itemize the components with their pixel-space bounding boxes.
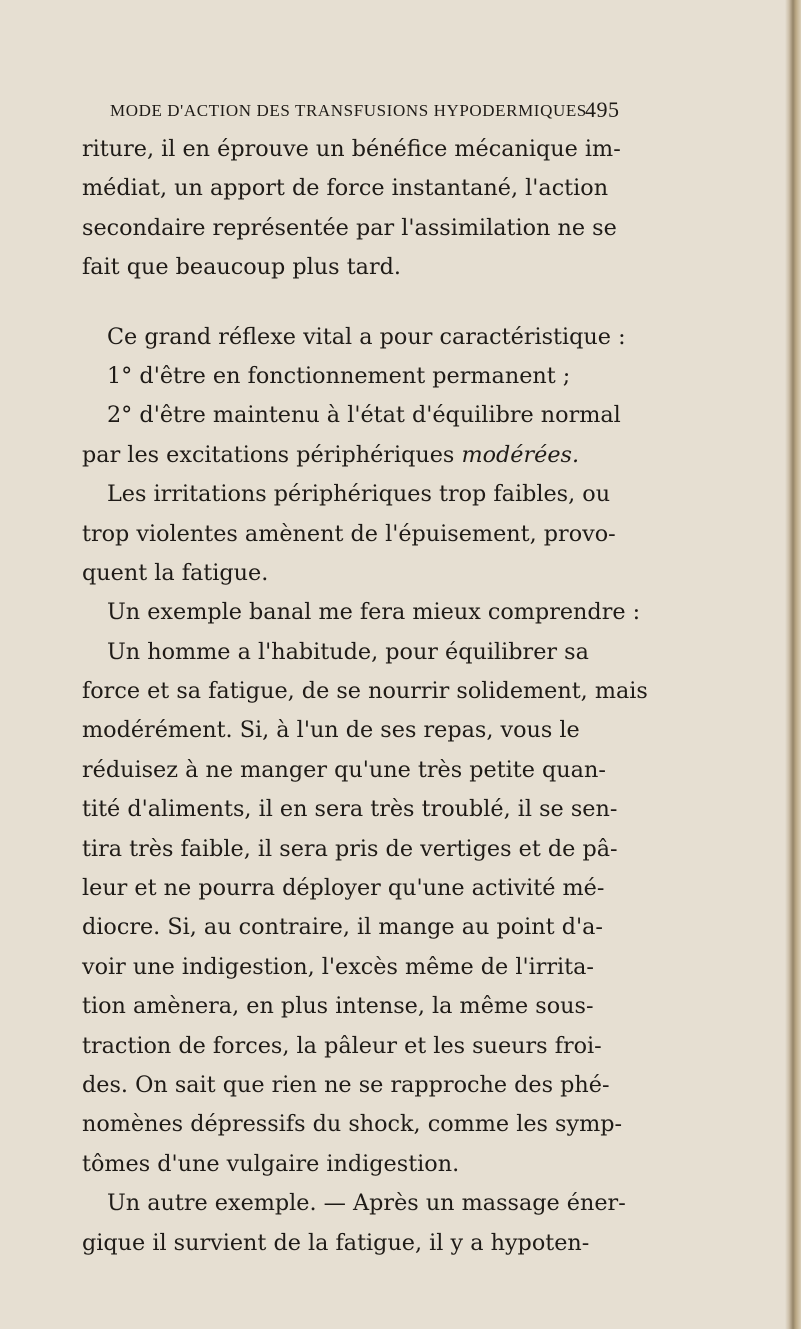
text-line: Un homme a l'habitude, pour équilibrer sa [107,638,589,665]
page-edge [785,0,801,1329]
text-line: riture, il en éprouve un bénéfice mécanique im- [82,136,621,162]
text-line: voir une indigestion, l'excès même de l'irrita- [82,953,594,980]
text-line: médiat, un apport de force instantané, l'action [82,175,609,202]
text-line: fait que beaucoup plus tard. [82,254,401,281]
text-line: réduisez à ne manger qu'une très petite quan- [82,756,606,783]
text-line: quent la fatigue. [82,559,269,586]
text-line: Ce grand réflexe vital a pour caractéristique : [107,323,626,350]
text-line: tité d'aliments, il en sera très troublé, il se sen- [82,796,618,823]
italic-word: modérées. [461,441,580,468]
text-line: diocre. Si, au contraire, il mange au point d'a- [82,914,603,941]
text-line: force et sa fatigue, de se nourrir solidement, mais [82,678,648,705]
text-line-with-italic [82,436,732,475]
text-line: trop violentes amènent de l'épuisement, provo- [82,520,616,547]
text-line: secondaire représentée par l'assimilation ne se [82,214,617,241]
text-line: Un exemple banal me fera mieux comprendre : [107,599,641,626]
body-text [82,130,732,1263]
text-line: leur et ne pourra déployer qu'une activité mé- [82,875,605,902]
text-line: Les irritations périphériques trop faibles, ou [107,481,611,508]
text-line: 2° d'être maintenu à l'état d'équilibre normal [107,402,621,429]
text-line: traction de forces, la pâleur et les sueurs froi- [82,1032,602,1059]
page-number: 495 [585,97,620,122]
text-line: Un autre exemple. — Après un massage éner- [107,1190,626,1217]
text-line: tômes d'une vulgaire indigestion. [82,1150,460,1177]
text-line: nomènes dépressifs du shock, comme les symp- [82,1111,623,1138]
text-line: tion amènera, en plus intense, la même sous- [82,993,594,1020]
paragraph-gap [82,288,732,318]
running-head: MODE D'ACTION DES TRANSFUSIONS HYPODERMIQUES [110,101,587,120]
text-line: gique il survient de la fatigue, il y a hypoten- [82,1229,590,1256]
text-line: tira très faible, il sera pris de vertiges et de pâ- [82,835,618,862]
text-line: 1° d'être en fonctionnement permanent ; [107,362,571,389]
text-line: des. On sait que rien ne se rapproche des phé- [82,1071,610,1098]
text-span: par les excitations périphériques [82,441,462,468]
text-line: modérément. Si, à l'un de ses repas, vous le [82,717,580,744]
